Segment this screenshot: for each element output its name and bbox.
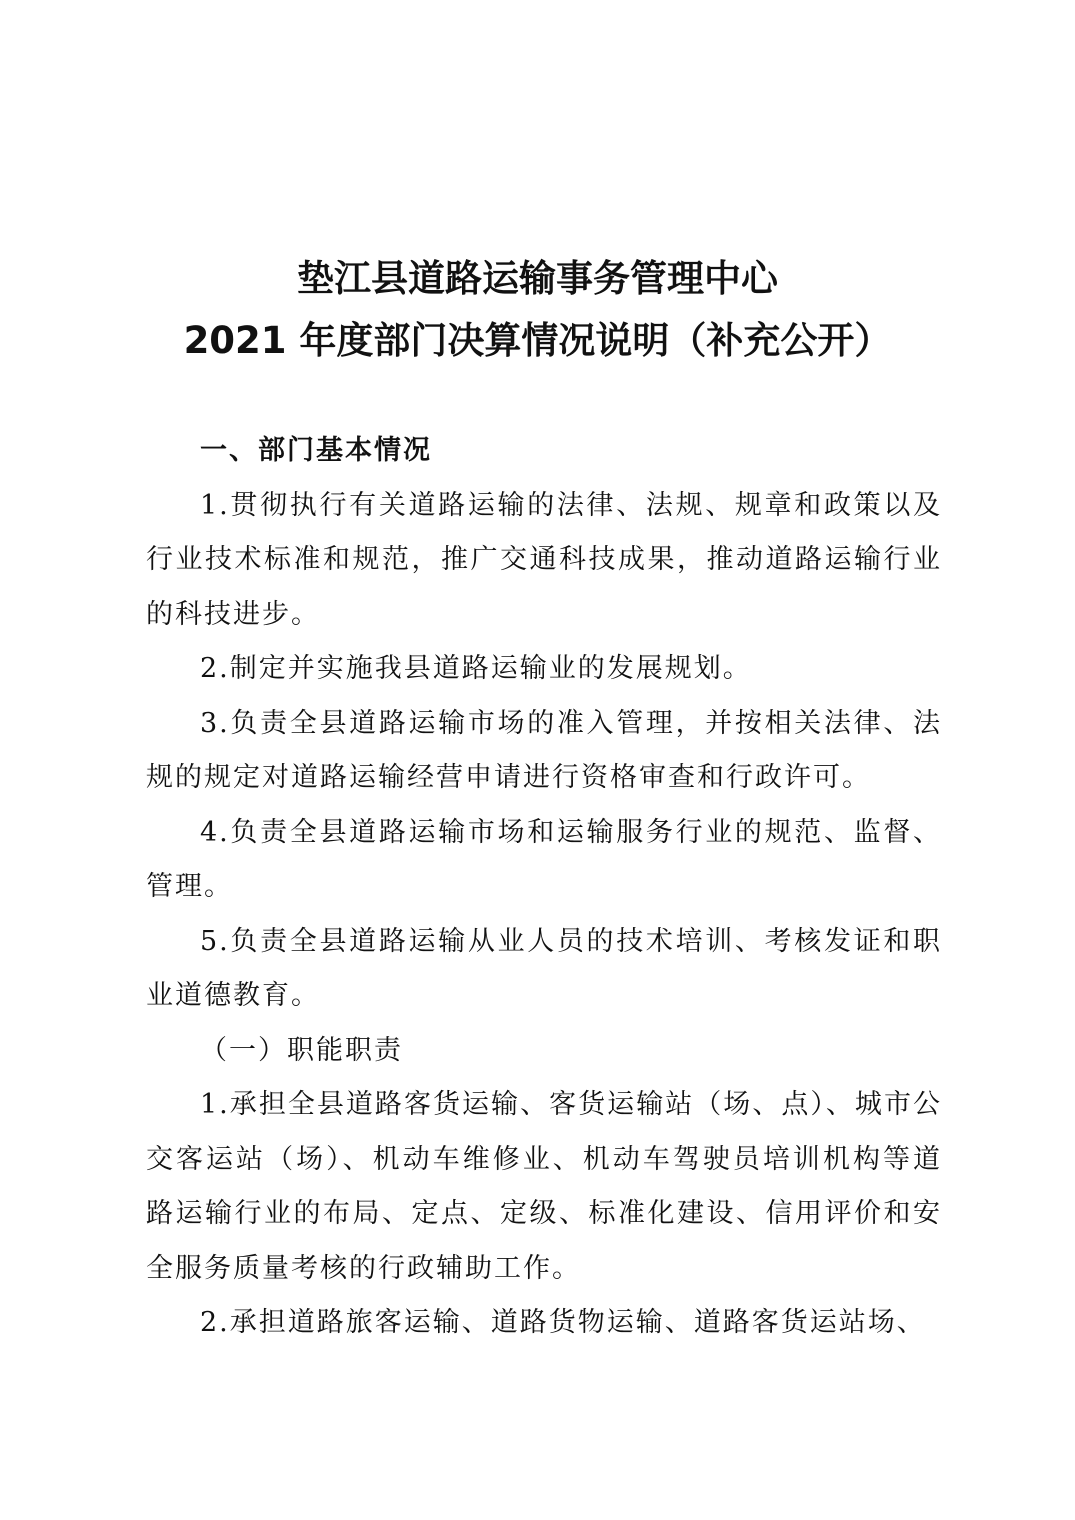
paragraph-item-3: 3.负责全县道路运输市场的准入管理，并按相关法律、法规的规定对道路运输经营申请进行资格审查和行政许可。 [146, 707, 942, 793]
document-body [146, 424, 942, 1351]
document-title-line2: 2021 年度部门决算情况说明（补充公开） [183, 319, 892, 362]
subsection-heading-duties: （一）职能职责 [200, 1034, 403, 1066]
paragraph-item-4: 4.负责全县道路运输市场和运输服务行业的规范、监督、管理。 [146, 816, 942, 902]
paragraph-item-2: 2.制定并实施我县道路运输业的发展规划。 [200, 653, 752, 684]
section-heading-basic-info: 一、部门基本情况 [200, 435, 432, 466]
document-title-line1: 垫江县道路运输事务管理中心 [297, 257, 778, 300]
paragraph-duty-1: 1.承担全县道路客货运输、客货运输站（场、点）、城市公交客运站（场）、机动车维修业、机动车驾驶员培训机构等道路运输行业的布局、定点、定级、标准化建设、信用评价和安全服务质量考核的行政辅助工作。 [146, 1089, 942, 1284]
paragraph-duty-2: 2.承担道路旅客运输、道路货物运输、道路客货运站场、 [200, 1307, 926, 1338]
paragraph-item-5: 5.负责全县道路运输从业人员的技术培训、考核发证和职业道德教育。 [146, 925, 942, 1011]
paragraph-item-1: 1.贯彻执行有关道路运输的法律、法规、规章和政策以及行业技术标准和规范，推广交通科技成果，推动道路运输行业的科技进步。 [146, 489, 942, 630]
